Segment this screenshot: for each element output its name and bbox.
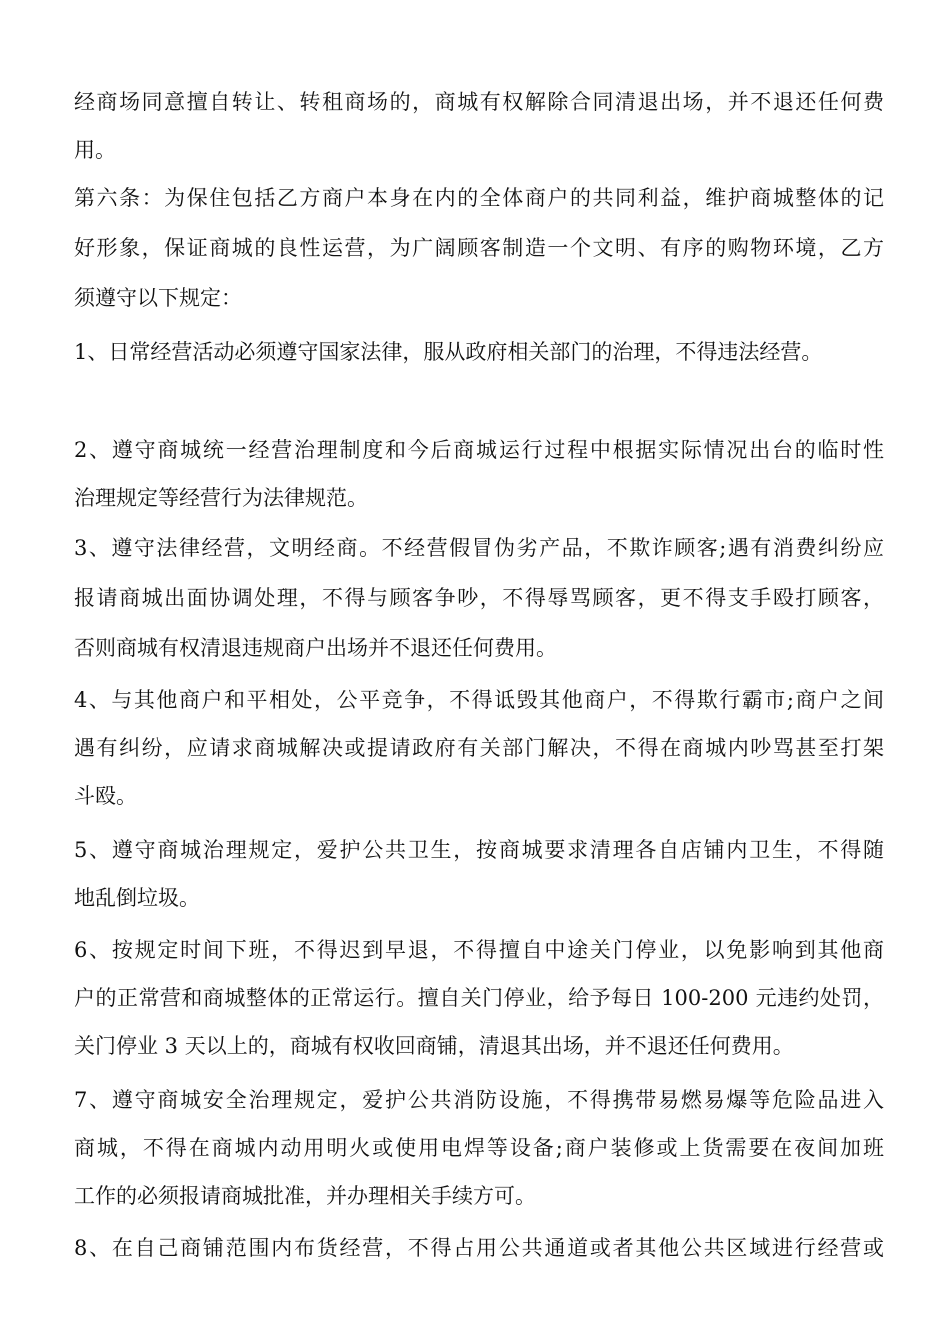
text-line: 第六条：为保住包括乙方商户本身在内的全体商户的共同利益，维护商城整体的记: [74, 186, 884, 210]
text-line: 户的正常营和商城整体的正常运行。擅自关门停业，给予每日 100-200 元违约处罚，: [74, 986, 884, 1010]
text-line: 5、遵守商城治理规定，爱护公共卫生，按商城要求清理各自店铺内卫生，不得随: [74, 838, 884, 862]
text-line: 1、日常经营活动必须遵守国家法律，服从政府相关部门的治理，不得违法经营。: [74, 340, 823, 364]
text-line: 经商场同意擅自转让、转租商场的，商城有权解除合同清退出场，并不退还任何费: [74, 90, 884, 114]
text-line: 用。: [74, 138, 116, 162]
text-line: 关门停业 3 天以上的，商城有权收回商铺，清退其出场，并不退还任何费用。: [74, 1034, 794, 1058]
text-line: 遇有纠纷，应请求商城解决或提请政府有关部门解决，不得在商城内吵骂甚至打架: [74, 736, 884, 760]
text-line: 商城，不得在商城内动用明火或使用电焊等设备;商户装修或上货需要在夜间加班: [74, 1136, 884, 1160]
text-line: 8、在自己商铺范围内布货经营，不得占用公共通道或者其他公共区域进行经营或: [74, 1236, 884, 1260]
text-line: 2、遵守商城统一经营治理制度和今后商城运行过程中根据实际情况出台的临时性: [74, 438, 884, 462]
text-line: 6、按规定时间下班，不得迟到早退，不得擅自中途关门停业，以免影响到其他商: [74, 938, 884, 962]
text-line: 地乱倒垃圾。: [74, 886, 200, 910]
text-line: 须遵守以下规定：: [74, 286, 242, 310]
text-line: 报请商城出面协调处理，不得与顾客争吵，不得辱骂顾客，更不得支手殴打顾客，: [74, 586, 884, 610]
text-line: 工作的必须报请商城批准，并办理相关手续方可。: [74, 1184, 536, 1208]
text-line: 治理规定等经营行为法律规范。: [74, 486, 368, 510]
text-line: 7、遵守商城安全治理规定，爱护公共消防设施，不得携带易燃易爆等危险品进入: [74, 1088, 884, 1112]
text-line: 斗殴。: [74, 784, 137, 808]
text-line: 否则商城有权清退违规商户出场并不退还任何费用。: [74, 636, 557, 660]
text-line: 3、遵守法律经营，文明经商。不经营假冒伪劣产品，不欺诈顾客;遇有消费纠纷应: [74, 536, 884, 560]
text-line: 4、与其他商户和平相处，公平竞争，不得诋毁其他商户，不得欺行霸市;商户之间: [74, 688, 884, 712]
text-line: 好形象，保证商城的良性运营，为广阔顾客制造一个文明、有序的购物环境，乙方: [74, 236, 884, 260]
